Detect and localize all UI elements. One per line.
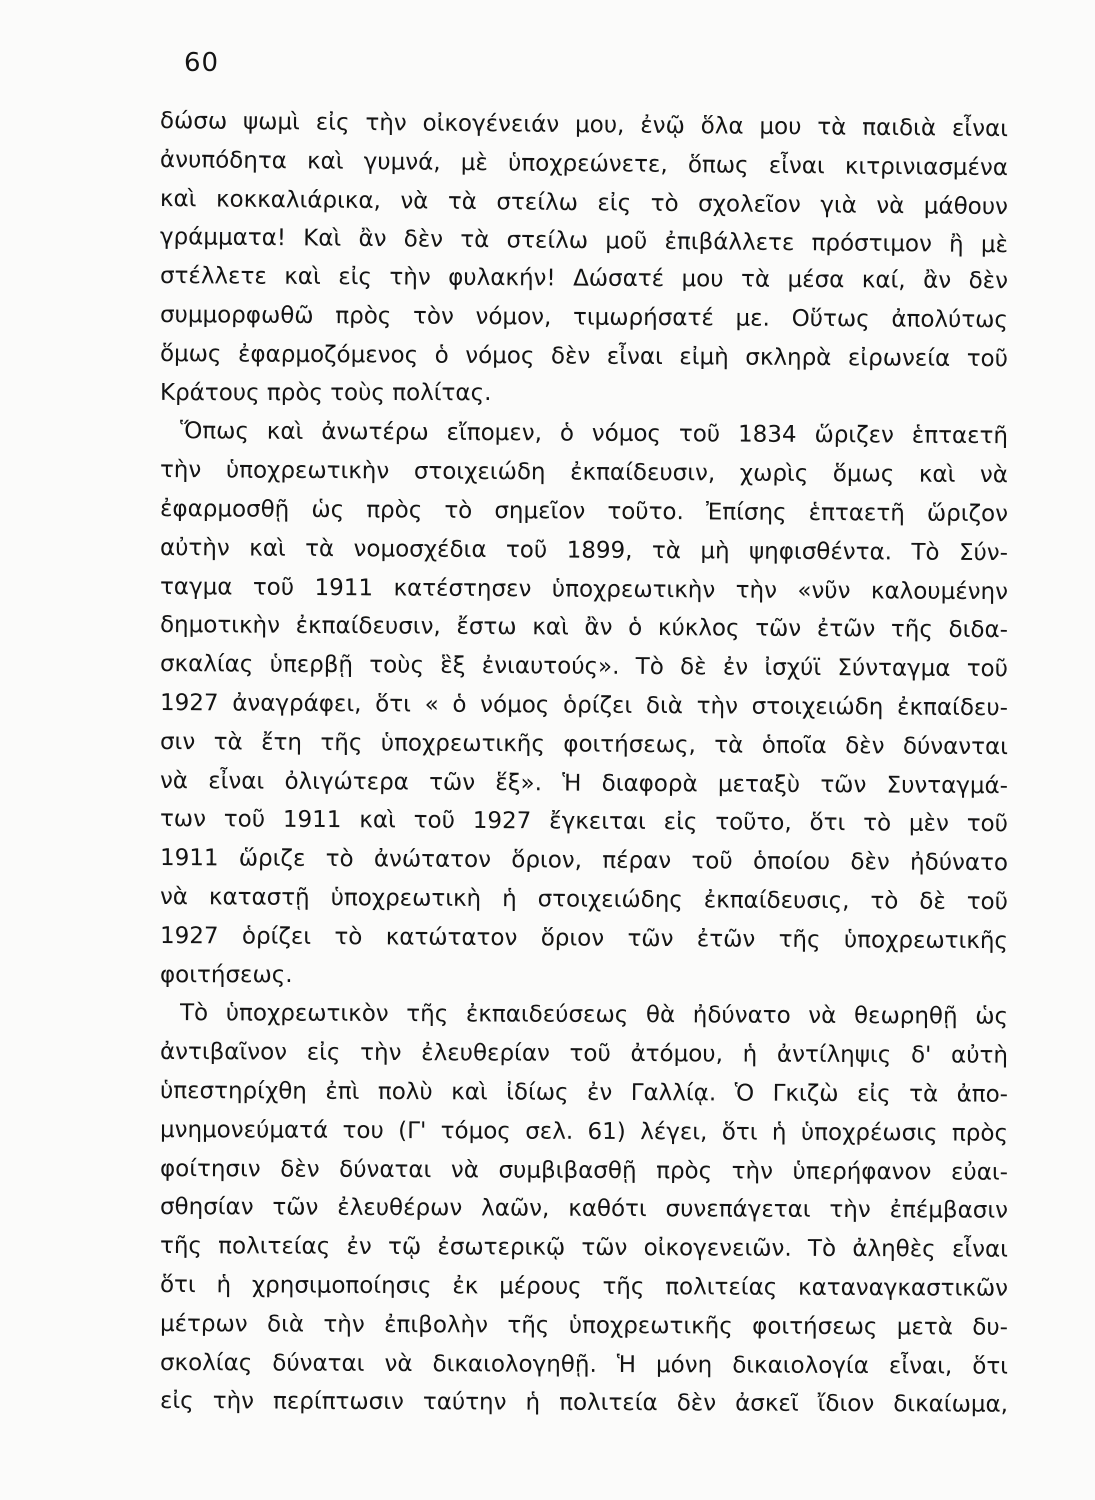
text-line: νὰ καταστῇ ὑποχρεωτικὴ ἡ στοιχειώδης ἐκπαίδευσις, τὸ δὲ τοῦ xyxy=(159,883,1009,916)
text-line: σιν τὰ ἔτη τῆς ὑποχρεωτικῆς φοιτήσεως, τὰ ὁποῖα δὲν δύνανται xyxy=(159,728,1009,760)
text-line: ὅμως ἐφαρμοζόμενος ὁ νόμος δὲν εἶναι εἰμὴ σκληρὰ εἰρωνεία τοῦ xyxy=(159,340,1009,372)
body-text xyxy=(160,102,1008,1421)
text-line: μέτρων διὰ τὴν ἐπιβολὴν τῆς ὑποχρεωτικῆς φοιτήσεως μετὰ δυ- xyxy=(159,1310,1009,1341)
text-line: των τοῦ 1911 καὶ τοῦ 1927 ἔγκειται εἰς τοῦτο, ὅτι τὸ μὲν τοῦ xyxy=(159,806,1009,838)
text-line: ἐφαρμοσθῇ ὡς πρὸς τὸ σημεῖον τοῦτο. Ἐπίσης ἑπταετῆ ὥριζον xyxy=(159,495,1009,528)
text-line: σκαλίας ὑπερβῇ τοὺς ἓξ ἐνιαυτούς». Τὸ δὲ ἐν ἰσχύϊ Σύνταγμα τοῦ xyxy=(159,651,1009,683)
text-line: σκολίας δύναται νὰ δικαιολογηθῇ. Ἡ μόνη δικαιολογία εἶναι, ὅτι xyxy=(159,1349,1009,1380)
text-line: καὶ κοκκαλιάρικα, νὰ τὰ στείλω εἰς τὸ σχολεῖον γιὰ νὰ μάθουν xyxy=(159,185,1009,220)
text-line: συμμορφωθῶ πρὸς τὸν νόμον, τιμωρήσατέ με. Οὕτως ἀπολύτως xyxy=(159,301,1009,334)
text-line: αὐτὴν καὶ τὰ νομοσχέδια τοῦ 1899, τὰ μὴ ψηφισθέντα. Τὸ Σύν- xyxy=(159,534,1009,566)
text-line: ἀνυπόδητα καὶ γυμνά, μὲ ὑποχρεώνετε, ὅπως εἶναι κιτρινιασμένα xyxy=(159,146,1009,181)
text-line: γράμματα! Καὶ ἂν δὲν τὰ στείλω μοῦ ἐπιβάλλετε πρόστιμον ἢ μὲ xyxy=(159,224,1009,259)
text-line: ὅτι ἡ χρησιμοποίησις ἐκ μέρους τῆς πολιτείας καταναγκαστικῶν xyxy=(159,1271,1009,1302)
text-line: Τὸ ὑποχρεωτικὸν τῆς ἐκπαιδεύσεως θὰ ἠδύνατο νὰ θεωρηθῇ ὡς xyxy=(179,1000,1009,1031)
text-line: μνημονεύματά του (Γ' τόμος σελ. 61) λέγει, ὅτι ἡ ὑποχρέωσις πρὸς xyxy=(159,1116,1009,1147)
text-line: ἀντιβαῖνον εἰς τὴν ἐλευθερίαν τοῦ ἀτόμου, ἡ ἀντίληψις δ' αὐτὴ xyxy=(159,1039,1009,1069)
text-line: Ὅπως καὶ ἀνωτέρω εἴπομεν, ὁ νόμος τοῦ 1834 ὥριζεν ἑπταετῆ xyxy=(179,418,1009,450)
text-line: 1927 ἀναγράφει, ὅτι « ὁ νόμος ὁρίζει διὰ τὴν στοιχειώδη ἐκπαίδευ- xyxy=(159,689,1009,722)
text-line: φοιτήσεως. xyxy=(160,961,293,988)
text-line: τὴν ὑποχρεωτικὴν στοιχειώδη ἐκπαίδευσιν, χωρὶς ὅμως καὶ νὰ xyxy=(159,457,1009,489)
text-line: 1911 ὥριζε τὸ ἀνώτατον ὅριον, πέραν τοῦ ὁποίου δὲν ἠδύνατο xyxy=(159,845,1009,877)
page-number: 60 xyxy=(184,48,220,78)
text-line: στέλλετε καὶ εἰς τὴν φυλακήν! Δώσατέ μου τὰ μέσα καί, ἂν δὲν xyxy=(159,263,1009,295)
text-line: 1927 ὁρίζει τὸ κατώτατον ὅριον τῶν ἐτῶν τῆς ὑποχρεωτικῆς xyxy=(159,922,1009,954)
text-line: φοίτησιν δὲν δύναται νὰ συμβιβασθῇ πρὸς τὴν ὑπερήφανον εὐαι- xyxy=(159,1155,1009,1186)
text-line: νὰ εἶναι ὀλιγώτερα τῶν ἕξ». Ἡ διαφορὰ μεταξὺ τῶν Συνταγμά- xyxy=(159,767,1009,799)
text-line: εἰς τὴν περίπτωσιν ταύτην ἡ πολιτεία δὲν ἀσκεῖ ἴδιον δικαίωμα, xyxy=(159,1388,1009,1418)
text-line: σθησίαν τῶν ἐλευθέρων λαῶν, καθότι συνεπάγεται τὴν ἐπέμβασιν xyxy=(159,1194,1009,1225)
text-line: Κράτους πρὸς τοὺς πολίτας. xyxy=(160,379,492,406)
text-line: ὑπεστηρίχθη ἐπὶ πολὺ καὶ ἰδίως ἐν Γαλλίᾳ. Ὁ Γκιζὼ εἰς τὰ ἀπο- xyxy=(159,1077,1009,1108)
text-line: ταγμα τοῦ 1911 κατέστησεν ὑποχρεωτικὴν τὴν «νῦν καλουμένην xyxy=(159,573,1009,605)
text-line: τῆς πολιτείας ἐν τῷ ἐσωτερικῷ τῶν οἰκογενειῶν. Τὸ ἀληθὲς εἶναι xyxy=(159,1233,1009,1263)
text-line: δημοτικὴν ἐκπαίδευσιν, ἔστω καὶ ἂν ὁ κύκλος τῶν ἐτῶν τῆς διδα- xyxy=(159,612,1009,644)
text-line: δώσω ψωμὶ εἰς τὴν οἰκογένειάν μου, ἐνῷ ὅλα μου τὰ παιδιὰ εἶναι xyxy=(159,108,1009,143)
